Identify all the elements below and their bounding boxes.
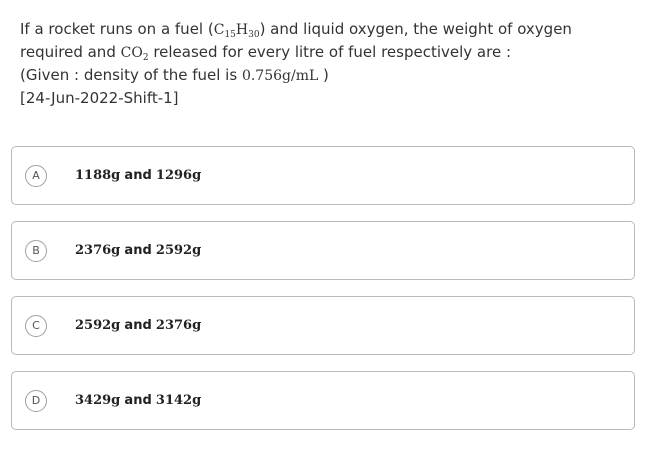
option-c-text: 2592g and 2376g xyxy=(75,318,202,333)
option-c-badge: C xyxy=(25,315,47,337)
option-d[interactable] xyxy=(11,371,635,430)
question-line-3: (Given : density of the fuel is 0.756g/mL ) xyxy=(20,66,329,84)
option-a-badge: A xyxy=(25,165,47,187)
question-source: [24-Jun-2022-Shift-1] xyxy=(20,89,179,107)
fuel-formula: $C_{15}H_{30}$ xyxy=(213,22,260,40)
density-value: 0.756g/mL xyxy=(241,68,319,84)
option-a[interactable] xyxy=(11,146,635,205)
option-a-text: 1188g and 1296g xyxy=(75,168,202,183)
option-c[interactable] xyxy=(11,296,635,355)
option-d-badge: D xyxy=(25,390,47,412)
question-line-1: If a rocket runs on a fuel $(C_{15}H_{30})$ and liquid oxygen, the weight of oxygen xyxy=(20,20,572,40)
question-text xyxy=(20,18,635,109)
option-b-badge: B xyxy=(25,240,47,262)
question-line-2: required and $CO_2$ released for every litre of fuel respectively are : xyxy=(20,43,511,63)
co2-formula: $CO_2$ xyxy=(120,45,149,63)
option-b-text: 2376g and 2592g xyxy=(75,243,202,258)
option-b[interactable] xyxy=(11,221,635,280)
option-d-text: 3429g and 3142g xyxy=(75,393,202,408)
